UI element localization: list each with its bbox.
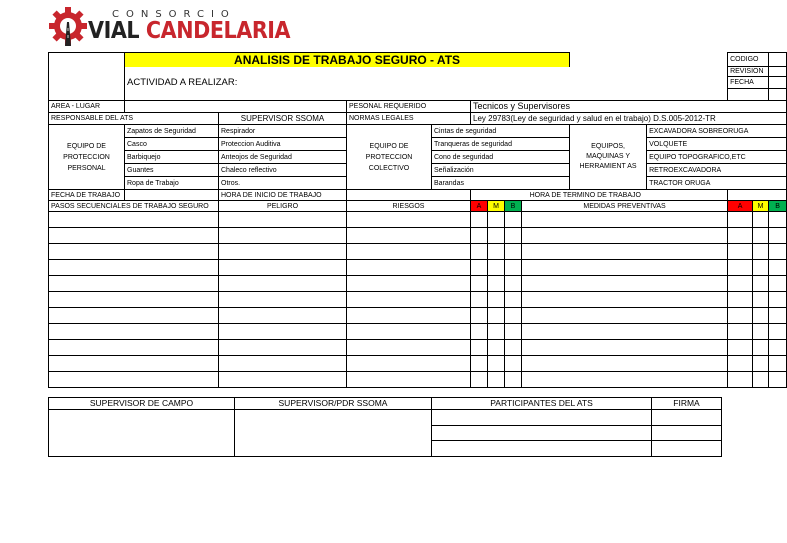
risk-b-cell[interactable] — [505, 356, 522, 372]
risk-a-cell[interactable] — [471, 276, 488, 292]
riesgo-cell[interactable] — [347, 244, 471, 260]
equipos-label: EQUIPOS, MAQUINAS Y HERRAMIENT AS — [570, 125, 647, 190]
ats-step-row — [49, 324, 787, 340]
peligro-cell[interactable] — [219, 292, 347, 308]
revision-label: REVISION — [728, 67, 769, 77]
ats-step-row — [49, 340, 787, 356]
risk-m-cell[interactable] — [488, 244, 505, 260]
brand-name — [88, 18, 290, 44]
hora-termino-value[interactable] — [728, 190, 787, 201]
paso-cell[interactable] — [49, 212, 219, 228]
epc-item: Tranqueras de seguridad — [432, 138, 570, 151]
participante-cell[interactable] — [432, 441, 652, 457]
risk-a-cell[interactable] — [471, 308, 488, 324]
riesgo-cell[interactable] — [347, 372, 471, 388]
risk-a-cell[interactable] — [471, 356, 488, 372]
area-label: AREA - LUGAR — [49, 101, 125, 113]
area-value[interactable] — [125, 101, 347, 113]
title-gap — [125, 67, 728, 77]
epc-item: Cono de seguridad — [432, 151, 570, 164]
equipo-item: RETROEXCAVADORA — [647, 164, 787, 177]
risk-a-cell[interactable] — [471, 324, 488, 340]
epc-item: Barandas — [432, 177, 570, 190]
riesgo-cell[interactable] — [347, 356, 471, 372]
brand-top-text: CONSORCIO — [112, 9, 236, 20]
risk-a-header: A — [471, 201, 488, 212]
risk-m-cell[interactable] — [753, 340, 769, 356]
epp-item: Chaleco reflectivo — [219, 164, 347, 177]
hora-inicio-value[interactable] — [347, 190, 471, 201]
peligro-cell[interactable] — [219, 356, 347, 372]
peligro-cell[interactable] — [219, 260, 347, 276]
risk-m-cell[interactable] — [753, 308, 769, 324]
risk-b-header: B — [505, 201, 522, 212]
fecha-value[interactable] — [769, 77, 787, 89]
firma-header: FIRMA — [652, 398, 722, 410]
risk-a-cell[interactable] — [728, 244, 753, 260]
risk-b-cell[interactable] — [769, 260, 787, 276]
medida-cell[interactable] — [522, 276, 728, 292]
epp-item: Proteccion Auditiva — [219, 138, 347, 151]
riesgo-cell[interactable] — [347, 276, 471, 292]
risk-b-cell[interactable] — [505, 228, 522, 244]
risk-m-cell[interactable] — [488, 324, 505, 340]
risk-b-cell[interactable] — [769, 228, 787, 244]
ats-step-row — [49, 372, 787, 388]
equipo-item: EXCAVADORA SOBREORUGA — [647, 125, 787, 138]
risk-a-cell[interactable] — [471, 244, 488, 260]
paso-cell[interactable] — [49, 228, 219, 244]
hora-termino-text: HORA DE TERMINO DE TRABAJO — [529, 192, 641, 199]
risk-a-cell[interactable] — [728, 212, 753, 228]
epc-item: Cintas de seguridad — [432, 125, 570, 138]
risk-b-cell[interactable] — [505, 244, 522, 260]
risk-a-cell[interactable] — [728, 340, 753, 356]
risk-m-cell[interactable] — [753, 292, 769, 308]
paso-cell[interactable] — [49, 292, 219, 308]
risk-a-cell[interactable] — [471, 228, 488, 244]
riesgo-cell[interactable] — [347, 260, 471, 276]
risk-a-header: A — [728, 201, 753, 212]
risk-m-cell[interactable] — [753, 260, 769, 276]
ats-step-row — [49, 212, 787, 228]
risk-m-cell[interactable] — [753, 212, 769, 228]
paso-cell[interactable] — [49, 356, 219, 372]
peligro-cell[interactable] — [219, 212, 347, 228]
normas-value: Ley 29783(Ley de seguridad y salud en el trabajo) D.S.005-2012-TR — [471, 113, 787, 125]
ats-form-table — [48, 52, 787, 388]
risk-m-header: M — [488, 201, 505, 212]
medida-cell[interactable] — [522, 340, 728, 356]
risk-m-cell[interactable] — [488, 276, 505, 292]
supervisor-pdr-sign-box[interactable] — [235, 410, 432, 457]
risk-m-header: M — [753, 201, 769, 212]
risk-m-cell[interactable] — [488, 260, 505, 276]
form-title: ANALISIS DE TRABAJO SEGURO - ATS — [125, 53, 570, 67]
risk-m-cell[interactable] — [488, 356, 505, 372]
supervisor-campo-header: SUPERVISOR DE CAMPO — [49, 398, 235, 410]
participantes-header: PARTICIPANTES DEL ATS — [432, 398, 652, 410]
participante-cell[interactable] — [432, 410, 652, 426]
epp-item: Otros. — [219, 177, 347, 190]
risk-b-cell[interactable] — [505, 260, 522, 276]
risk-a-cell[interactable] — [471, 212, 488, 228]
activity-value[interactable] — [125, 89, 728, 101]
hora-termino-label — [529, 190, 728, 201]
risk-a-cell[interactable] — [728, 292, 753, 308]
risk-b-cell[interactable] — [505, 212, 522, 228]
ats-step-row — [49, 228, 787, 244]
risk-a-cell[interactable] — [728, 356, 753, 372]
peligro-cell[interactable] — [219, 308, 347, 324]
risk-b-cell[interactable] — [505, 276, 522, 292]
ats-step-row — [49, 244, 787, 260]
risk-b-cell[interactable] — [769, 340, 787, 356]
supervisor-pdr-header: SUPERVISOR/PDR SSOMA — [235, 398, 432, 410]
participante-cell[interactable] — [432, 426, 652, 441]
risk-b-cell[interactable] — [769, 356, 787, 372]
epp-label: EQUIPO DE PROTECCION PERSONAL — [49, 125, 125, 190]
medida-cell[interactable] — [522, 228, 728, 244]
risk-a-cell[interactable] — [728, 324, 753, 340]
epp-item: Casco — [125, 138, 219, 151]
personal-value: Tecnicos y Supervisores — [471, 101, 787, 113]
risk-a-cell[interactable] — [728, 308, 753, 324]
peligro-cell[interactable] — [219, 228, 347, 244]
responsable-label: RESPONSABLE DEL ATS — [49, 113, 219, 125]
riesgo-cell[interactable] — [347, 308, 471, 324]
risk-b-header: B — [769, 201, 787, 212]
epp-item: Ropa de Trabajo — [125, 177, 219, 190]
brand-name-part2: CANDELARIA — [145, 18, 291, 44]
risk-b-cell[interactable] — [769, 212, 787, 228]
risk-a-cell[interactable] — [471, 340, 488, 356]
firma-cell[interactable] — [652, 441, 722, 457]
fecha-trabajo-label: FECHA DE TRABAJO — [49, 190, 125, 201]
risk-b-cell[interactable] — [505, 340, 522, 356]
risk-b-cell[interactable] — [505, 324, 522, 340]
risk-b-cell[interactable] — [505, 372, 522, 388]
risk-m-cell[interactable] — [488, 340, 505, 356]
risk-b-cell[interactable] — [505, 292, 522, 308]
peligro-cell[interactable] — [219, 340, 347, 356]
activity-label: ACTIVIDAD A REALIZAR: — [125, 77, 728, 89]
medida-cell[interactable] — [522, 372, 728, 388]
risk-m-cell[interactable] — [753, 324, 769, 340]
paso-cell[interactable] — [49, 324, 219, 340]
ats-step-row — [49, 308, 787, 324]
medida-cell[interactable] — [522, 212, 728, 228]
risk-m-cell[interactable] — [488, 308, 505, 324]
risk-a-cell[interactable] — [471, 292, 488, 308]
medida-cell[interactable] — [522, 324, 728, 340]
riesgo-cell[interactable] — [347, 292, 471, 308]
epp-item: Zapatos de Seguridad — [125, 125, 219, 138]
epp-item: Respirador — [219, 125, 347, 138]
ats-step-row — [49, 276, 787, 292]
brand-name-part1: VIAL — [88, 18, 146, 44]
riesgo-cell[interactable] — [347, 324, 471, 340]
peligro-cell[interactable] — [219, 244, 347, 260]
supervisor-campo-sign-box[interactable] — [49, 410, 235, 457]
peligro-cell[interactable] — [219, 324, 347, 340]
risk-m-cell[interactable] — [753, 228, 769, 244]
epc-label: EQUIPO DE PROTECCION COLECTIVO — [347, 125, 432, 190]
equipo-item: EQUIPO TOPOGRAFICO,ETC — [647, 151, 787, 164]
risk-a-cell[interactable] — [471, 260, 488, 276]
ats-step-row — [49, 292, 787, 308]
risk-a-cell[interactable] — [728, 276, 753, 292]
codigo-label: CODIGO — [728, 53, 769, 67]
ats-step-row — [49, 356, 787, 372]
header-empty-value[interactable] — [769, 89, 787, 101]
fecha-label: FECHA — [728, 77, 769, 89]
risk-b-cell[interactable] — [505, 308, 522, 324]
risk-b-cell[interactable] — [769, 324, 787, 340]
normas-label: NORMAS LEGALES — [347, 113, 471, 125]
epp-item: Barbiquejo — [125, 151, 219, 164]
risk-a-cell[interactable] — [728, 228, 753, 244]
epp-item: Guantes — [125, 164, 219, 177]
title-right-spacer — [570, 53, 728, 67]
risk-a-cell[interactable] — [728, 372, 753, 388]
gear-road-icon — [48, 6, 88, 46]
risk-b-cell[interactable] — [769, 244, 787, 260]
peligro-cell[interactable] — [219, 276, 347, 292]
logo-box-cell — [49, 53, 125, 101]
firma-cell[interactable] — [652, 426, 722, 441]
personal-label: PESONAL REQUERIDO — [347, 101, 471, 113]
signatures-table — [48, 397, 722, 457]
medida-cell[interactable] — [522, 292, 728, 308]
paso-cell[interactable] — [49, 260, 219, 276]
medida-cell[interactable] — [522, 260, 728, 276]
paso-cell[interactable] — [49, 340, 219, 356]
risk-m-cell[interactable] — [753, 276, 769, 292]
risk-m-cell[interactable] — [488, 292, 505, 308]
risk-m-cell[interactable] — [753, 356, 769, 372]
peligro-header: PELIGRO — [219, 201, 347, 212]
riesgo-cell[interactable] — [347, 212, 471, 228]
equipo-item: TRACTOR ORUGA — [647, 177, 787, 190]
medidas-header: MEDIDAS PREVENTIVAS — [522, 201, 728, 212]
codigo-value[interactable] — [769, 53, 787, 67]
medida-cell[interactable] — [522, 356, 728, 372]
header-empty-label — [728, 89, 769, 101]
equipo-item: VOLQUETE — [647, 138, 787, 151]
peligro-cell[interactable] — [219, 372, 347, 388]
risk-b-cell[interactable] — [769, 292, 787, 308]
fecha-trabajo-value[interactable] — [125, 190, 219, 201]
revision-value[interactable] — [769, 67, 787, 77]
medida-cell[interactable] — [522, 308, 728, 324]
supervisor-ssoma-label: SUPERVISOR SSOMA — [219, 113, 347, 125]
paso-cell[interactable] — [49, 276, 219, 292]
riesgo-cell[interactable] — [347, 340, 471, 356]
paso-cell[interactable] — [49, 308, 219, 324]
epp-item: Anteojos de Seguridad — [219, 151, 347, 164]
risk-m-cell[interactable] — [488, 228, 505, 244]
risk-a-cell[interactable] — [728, 260, 753, 276]
paso-cell[interactable] — [49, 372, 219, 388]
ats-step-row — [49, 260, 787, 276]
pasos-header: PASOS SECUENCIALES DE TRABAJO SEGURO — [49, 201, 219, 212]
riesgos-header: RIESGOS — [347, 201, 471, 212]
medida-cell[interactable] — [522, 244, 728, 260]
riesgo-cell[interactable] — [347, 228, 471, 244]
risk-m-cell[interactable] — [753, 244, 769, 260]
risk-b-cell[interactable] — [769, 276, 787, 292]
risk-m-cell[interactable] — [488, 212, 505, 228]
paso-cell[interactable] — [49, 244, 219, 260]
risk-m-cell[interactable] — [488, 372, 505, 388]
risk-m-cell[interactable] — [753, 372, 769, 388]
epc-item: Señalización — [432, 164, 570, 177]
hora-inicio-label: HORA DE INICIO DE TRABAJO — [219, 190, 347, 201]
risk-a-cell[interactable] — [471, 372, 488, 388]
risk-b-cell[interactable] — [769, 308, 787, 324]
ats-rows — [49, 212, 787, 388]
risk-b-cell[interactable] — [769, 372, 787, 388]
firma-cell[interactable] — [652, 410, 722, 426]
